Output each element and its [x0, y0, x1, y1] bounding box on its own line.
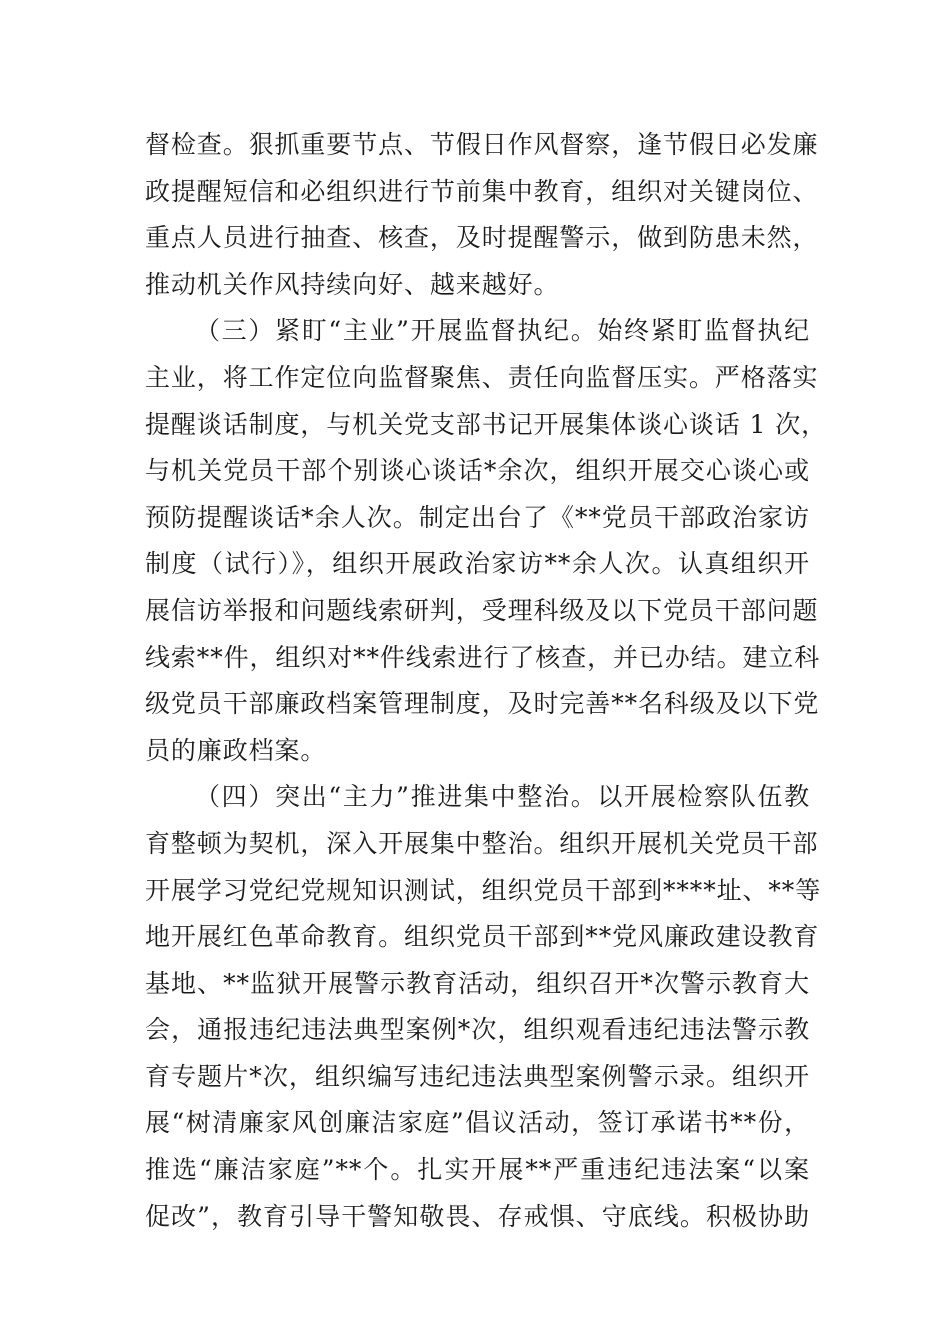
body-paragraph: [145, 122, 819, 308]
text-line: 制度（试行）》，组织开展政治家访**余人次。认真组织开: [145, 549, 810, 579]
text-line: 推动机关作风持续向好、越来越好。: [145, 269, 560, 299]
text-line: 政提醒短信和必组织进行节前集中教育，组织对关键岗位、: [145, 176, 819, 206]
text-line: 育专题片*次，组织编写违纪违法典型案例警示录。组织开: [145, 1061, 810, 1091]
text-line: 推选“廉洁家庭”**个。扎实开展**严重违纪违法案“以案: [145, 1155, 810, 1185]
text-line: 与机关党员干部个别谈心谈话*余次，组织开展交心谈心或: [145, 456, 810, 486]
text-line: 提醒谈话制度，与机关党支部书记开展集体谈心谈话 1 次，: [145, 409, 828, 439]
text-line: （三）紧盯“主业”开展监督执纪。始终紧盯监督执纪: [195, 316, 810, 346]
text-line: 育整顿为契机，深入开展集中整治。组织开展机关党员干部: [145, 828, 819, 858]
text-line: 督检查。狠抓重要节点、节假日作风督察，逢节假日必发廉: [145, 130, 819, 159]
text-line: 促改”，教育引导干警知敬畏、存戒惧、守底线。积极协助: [145, 1201, 810, 1231]
text-line: 会，通报违纪违法典型案例*次，组织观看违纪违法警示教: [145, 1015, 810, 1045]
text-line: （四）突出“主力”推进集中整治。以开展检察队伍教: [195, 782, 810, 812]
body-paragraph: [145, 308, 828, 774]
document-body: [145, 122, 828, 1240]
text-line: 预防提醒谈话*余人次。制定出台了《**党员干部政治家访: [145, 502, 810, 532]
text-line: 展信访举报和问题线索研判，受理科级及以下党员干部问题: [145, 595, 819, 625]
text-line: 地开展红色革命教育。组织党员干部到**党风廉政建设教育: [145, 922, 820, 952]
text-line: 展“树清廉家风创廉洁家庭”倡议活动，签订承诺书**份，: [145, 1108, 810, 1138]
text-line: 线索**件，组织对**件线索进行了核查，并已办结。建立科: [145, 642, 821, 672]
text-line: 员的廉政档案。: [145, 735, 327, 765]
body-paragraph: [145, 774, 822, 1240]
text-line: 级党员干部廉政档案管理制度，及时完善**名科级及以下党: [145, 689, 820, 719]
text-line: 重点人员进行抽查、核查，及时提醒警示，做到防患未然，: [145, 223, 819, 253]
text-line: 基地、**监狱开展警示教育活动，组织召开*次警示教育大: [145, 968, 810, 998]
text-line: 开展学习党纪党规知识测试，组织党员干部到****址、**等: [145, 875, 822, 905]
text-line: 主业，将工作定位向监督聚焦、责任向监督压实。严格落实: [145, 362, 819, 392]
